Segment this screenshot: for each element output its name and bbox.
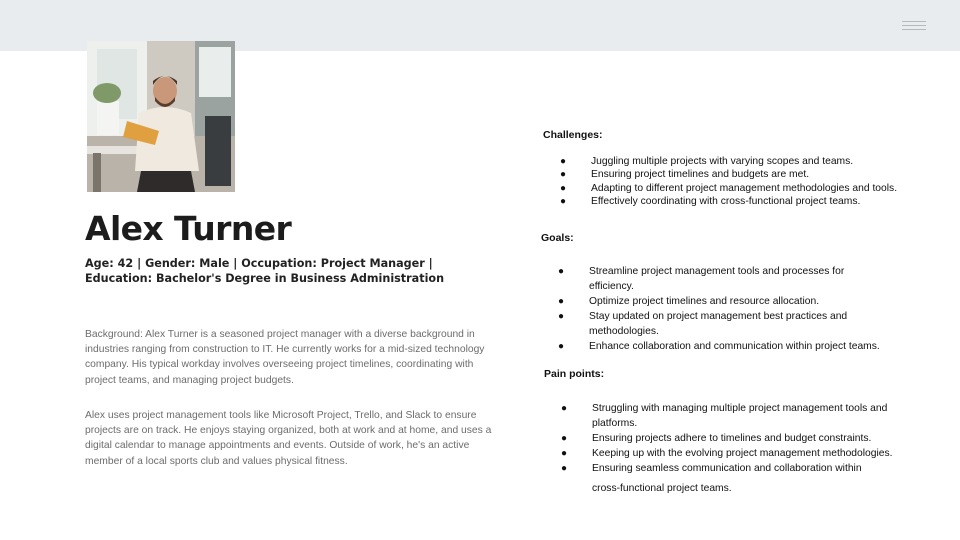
- habits-paragraph: Alex uses project management tools like Microsoft Project, Trello, and Slack to ensure projects are on track. He enjoys staying organized, both at work and at home, and uses a digital calendar to manage appointments and events. Outside of work, he's an active member of a local sports club and values physical fitness.: [85, 410, 492, 467]
- demographics-line-1: Age: 42 | Gender: Male | Occupation: Project Manager |: [85, 257, 433, 270]
- goals-list: [558, 264, 889, 354]
- list-item: ● Streamline project management tools and processes for efficiency.: [558, 266, 845, 292]
- goals-title: Goals:: [541, 232, 574, 244]
- person-photo: [87, 41, 235, 192]
- challenges-list: [560, 155, 931, 209]
- list-item: ● Optimize project timelines and resource allocation.: [558, 296, 820, 307]
- background-paragraph: Background: Alex Turner is a seasoned project manager with a diverse background in industries ranging from construction to IT. He currently works for a mid-sized technology company. His typical workday involves overseeing project timelines, coordinating with project teams, and managing project budgets.: [85, 329, 485, 386]
- pain-points-list: [561, 401, 914, 496]
- hamburger-menu-icon[interactable]: [902, 21, 926, 30]
- list-item: ● Ensuring project timelines and budgets are met.: [560, 169, 810, 181]
- list-item: ● Ensuring projects adhere to timelines and budget constraints.: [561, 433, 872, 444]
- persona-name: Alex Turner: [85, 209, 292, 248]
- person-photo-illustration: [87, 41, 235, 192]
- list-item: ● Enhance collaboration and communication within project teams.: [558, 341, 880, 352]
- list-item: ● Keeping up with the evolving project management methodologies.: [561, 448, 893, 459]
- list-item: ● Juggling multiple projects with varying scopes and teams.: [560, 156, 854, 167]
- persona-demographics: [85, 257, 445, 286]
- list-item: ● Effectively coordinating with cross-functional project teams.: [560, 196, 861, 208]
- challenges-title: Challenges:: [543, 129, 603, 141]
- pain-points-title: Pain points:: [544, 368, 605, 380]
- pain-point-continuation: cross-functional project teams.: [592, 483, 732, 494]
- demographics-line-2: Education: Bachelor's Degree in Business Administration: [85, 271, 445, 285]
- list-item: ● Adapting to different project management methodologies and tools.: [560, 182, 898, 194]
- list-item: ● Ensuring seamless communication and collaboration within cross-functional project teams.: [592, 461, 914, 496]
- list-item: ● Struggling with managing multiple project management tools and platforms.: [561, 403, 888, 429]
- list-item: ● Stay updated on project management best practices and methodologies.: [558, 311, 848, 337]
